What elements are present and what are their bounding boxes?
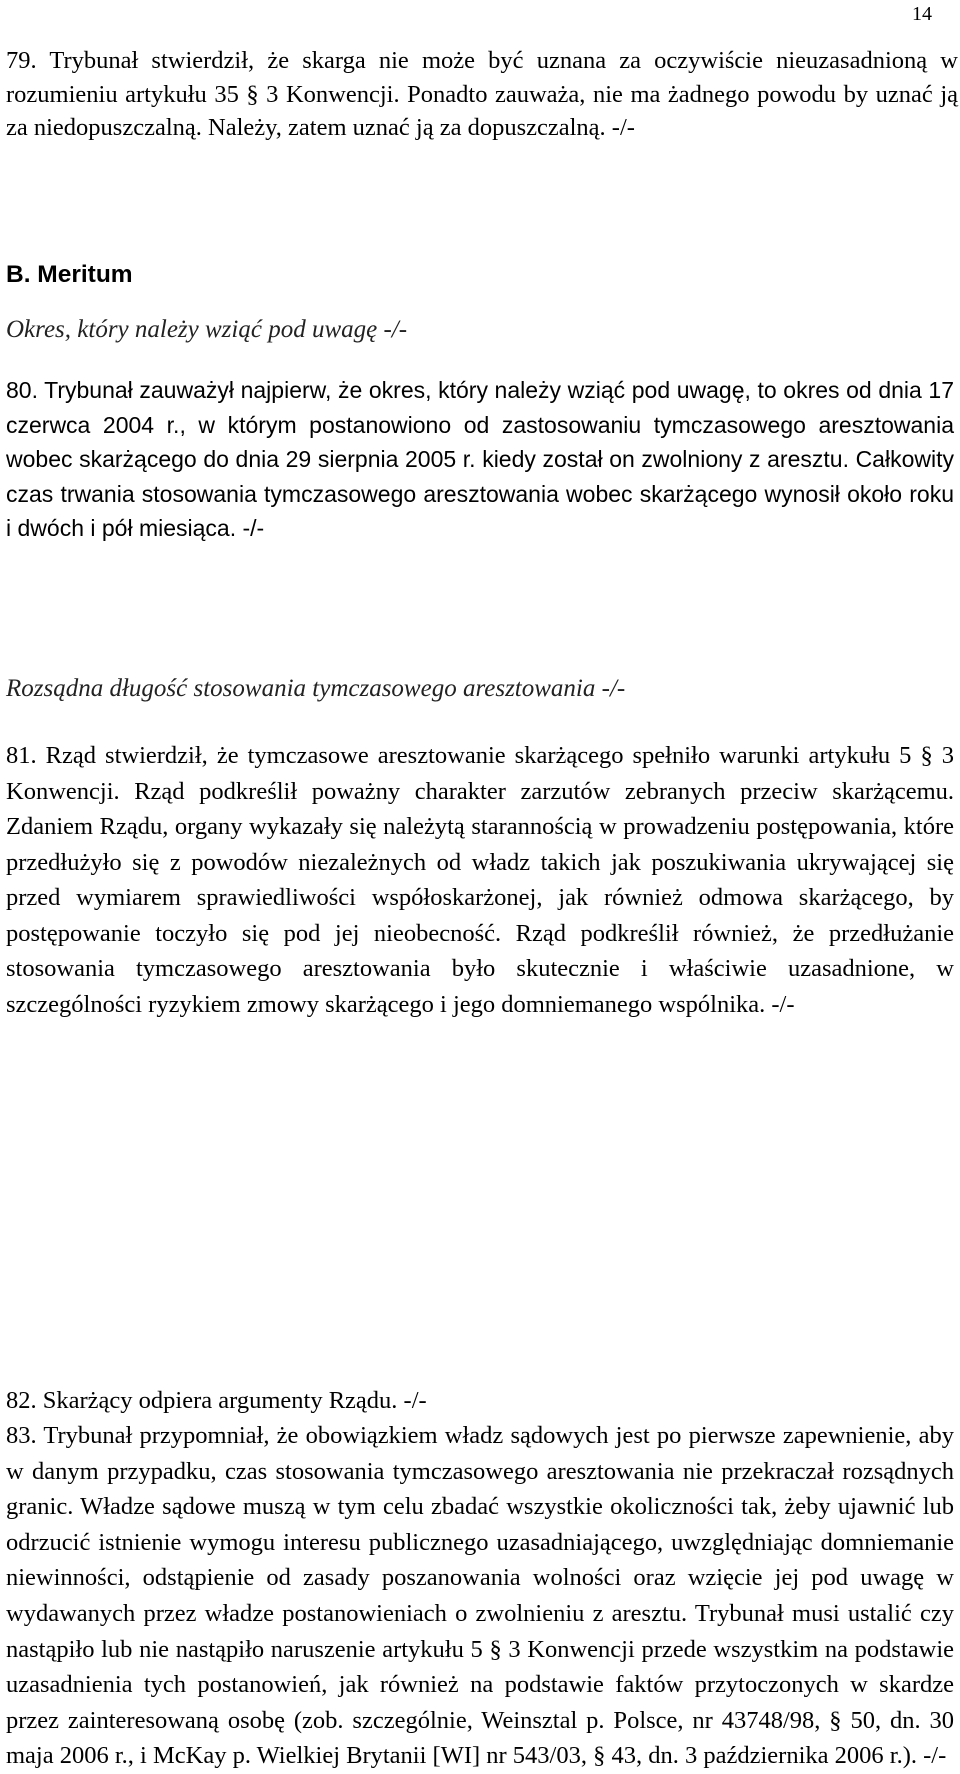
section-heading-merits: B. Meritum bbox=[6, 261, 133, 288]
subheading-period: Okres, który należy wziąć pod uwagę -/- bbox=[6, 316, 408, 343]
paragraph-83: 83. Trybunał przypomniał, że obowiązkiem władz sądowych jest po pierwsze zapewnienie, aby w danym przypadku, czas stosowania tymczasowego aresztowania nie przekraczał rozsądnych granic. Władze sądowe muszą w tym celu zbadać wszystkie okoliczności tak, żeby ujawnić lub odrzucić istnienie wymogu interesu publicznego uzasadniającego, uwzględniając domniemanie niewinności, odstąpienie od zasady poszanowania wolności oraz wzięcie jej pod uwagę w wydawanych przez władze postanowieniach o zwolnieniu z aresztu. Trybunał musi ustalić czy nastąpiło lub nie nastąpiło naruszenie artykułu 5 § 3 Konwencji przede wszystkim na podstawie uzasadnienia tych postanowień, jak również na podstawie faktów przytoczonych w skardze przez zainteresowaną osobę (zob. szczególnie, Weinsztal p. Polsce, nr 43748/98, § 50, dn. 30 maja 2006 r., i McKay p. Wielkiej Brytanii [WI] nr 543/03, § 43, dn. 3 października 2006 r.). -/- bbox=[6, 1422, 954, 1770]
page-number: 14 bbox=[912, 3, 932, 25]
paragraph-82: 82. Skarżący odpiera argumenty Rządu. -/- bbox=[6, 1387, 427, 1414]
paragraph-81: 81. Rząd stwierdził, że tymczasowe aresztowanie skarżącego spełniło warunki artykułu 5 § 3 Konwencji. Rząd podkreślił poważny charakter zarzutów zebranych przeciw skarżącemu. Zdaniem Rządu, organy wykazały się należytą starannością w prowadzeniu postępowania, które przedłużyło się z powodów niezależnych od władz takich jak poszukiwania ukrywającej się przed wymiarem sprawiedliwości współoskarżonej, jak również odmowa skarżącego, by postępowanie toczyło się pod jej nieobecność. Rząd podkreślił również, że przedłużanie stosowania tymczasowego aresztowania było skutecznie i właściwie uzasadnione, w szczególności ryzykiem zmowy skarżącego i jego domniemanego wspólnika. -/- bbox=[6, 742, 954, 1018]
subheading-reasonable-length: Rozsądna długość stosowania tymczasowego aresztowania -/- bbox=[6, 675, 626, 702]
paragraph-80: 80. Trybunał zauważył najpierw, że okres, który należy wziąć pod uwagę, to okres od dnia 17 czerwca 2004 r., w którym postanowiono od zastosowaniu tymczasowego aresztowania wobec skarżącego do dnia 29 sierpnia 2005 r. kiedy został on zwolniony z aresztu. Całkowity czas trwania stosowania tymczasowego aresztowania wobec skarżącego wynosił około roku i dwóch i pół miesiąca. -/- bbox=[6, 377, 954, 541]
paragraph-79: 79. Trybunał stwierdził, że skarga nie może być uznana za oczywiście nieuzasadnioną w rozumieniu artykułu 35 § 3 Konwencji. Ponadto zauważa, nie ma żadnego powodu by uznać ją za niedopuszczalną. Należy, zatem uznać ją za dopuszczalną. -/- bbox=[6, 47, 958, 141]
